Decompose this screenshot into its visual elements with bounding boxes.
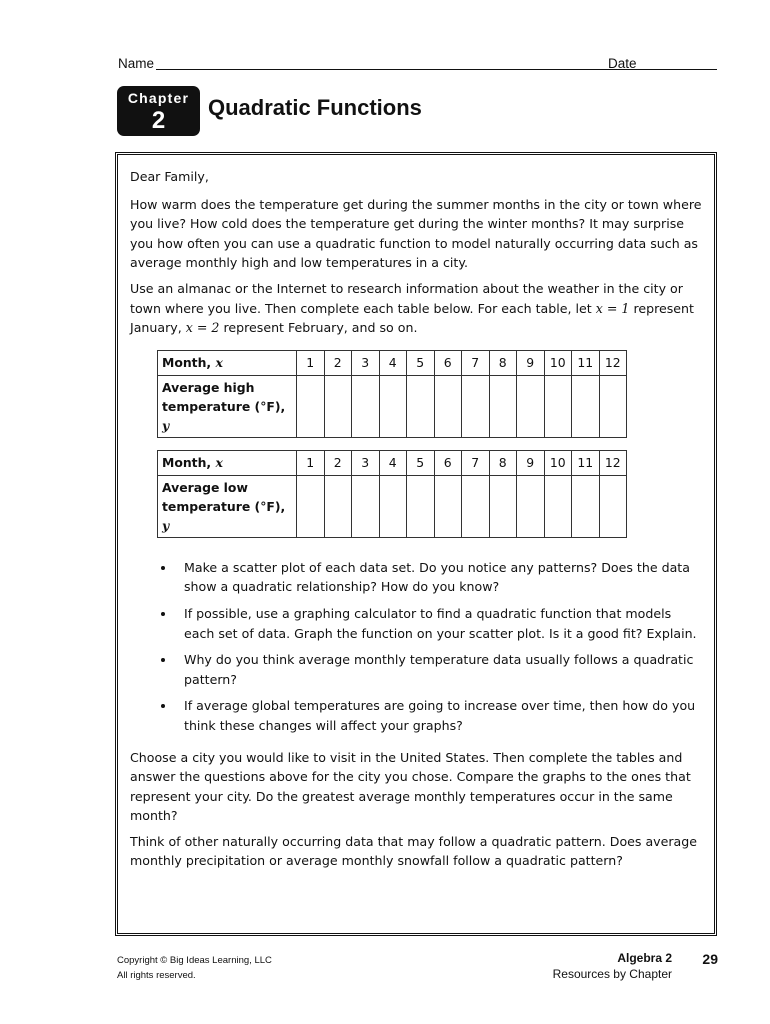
answer-cell[interactable] — [572, 375, 600, 437]
answer-cell[interactable] — [379, 475, 407, 537]
month-cell: 1 — [297, 450, 325, 475]
math-x-equals-1: x = 1 — [595, 300, 630, 316]
chapter-number: 2 — [151, 107, 166, 134]
book-title: Algebra 2 — [617, 951, 672, 965]
month-cell: 7 — [462, 350, 490, 375]
row-label-line-2: temperature (°F), — [162, 398, 286, 414]
answer-cell[interactable] — [517, 475, 545, 537]
month-cell: 6 — [434, 450, 462, 475]
month-cell: 3 — [352, 350, 380, 375]
chapter-badge — [117, 86, 200, 136]
month-cell: 12 — [599, 450, 627, 475]
question-item: • If average global temperatures are going to increase over time, then how do you think these changes will affect your graphs? — [176, 696, 702, 735]
month-cell: 2 — [324, 450, 352, 475]
month-cell: 8 — [489, 450, 517, 475]
letter-paragraph-1: How warm does the temperature get during the summer months in the city or town where you live? How cold does the temperature get during the winter months? It may surprise you how often you can use a quadratic function to model naturally occurring data such as average monthly high and low temperatures in a city. — [130, 196, 702, 271]
letter-greeting: Dear Family, — [130, 169, 209, 184]
answer-cell[interactable] — [407, 375, 435, 437]
date-label: Date — [608, 56, 637, 71]
row-var: y — [162, 517, 170, 533]
answer-cell[interactable] — [297, 475, 325, 537]
header-row — [118, 56, 718, 74]
math-x-equals-2: x = 2 — [185, 320, 220, 336]
family-letter-box — [115, 152, 717, 936]
rights-text: All rights reserved. — [117, 970, 196, 981]
month-cell: 8 — [489, 350, 517, 375]
month-cell: 5 — [407, 450, 435, 475]
month-cell: 7 — [462, 450, 490, 475]
footer-copyright — [117, 953, 272, 983]
answer-cell[interactable] — [599, 475, 627, 537]
answer-cell[interactable] — [324, 375, 352, 437]
month-cell: 10 — [544, 350, 572, 375]
month-header-label: Month, — [162, 454, 212, 470]
question-list — [130, 558, 702, 736]
month-cell: 9 — [517, 450, 545, 475]
answer-cell[interactable] — [544, 475, 572, 537]
name-label: Name — [118, 56, 155, 71]
answer-cell[interactable] — [407, 475, 435, 537]
low-temperature-table — [157, 450, 627, 538]
letter-paragraph-4: Think of other naturally occurring data that may follow a quadratic pattern. Does average monthly precipitation or average monthly snowfall follow a quadratic pattern? — [130, 833, 698, 869]
month-var: x — [215, 354, 223, 370]
average-low-row — [158, 475, 627, 537]
letter-paragraph-3: Choose a city you would like to visit in the United States. Then complete the tables and answer the questions above for the city you chose. Compare the graphs to the ones that represent your city. Do the greatest average monthly temperatures occur in the same month? — [130, 749, 691, 824]
question-item: • Why do you think average monthly temperature data usually follows a quadratic pattern? — [176, 650, 702, 689]
answer-cell[interactable] — [297, 375, 325, 437]
para2-text-start: Use an almanac or the Internet to research information about the weather in the city or town where you live. Then complete each table below. For each table, let — [130, 280, 683, 316]
month-row — [158, 350, 627, 375]
answer-cell[interactable] — [544, 375, 572, 437]
month-header-cell — [158, 350, 297, 375]
answer-cell[interactable] — [434, 375, 462, 437]
month-header-label: Month, — [162, 354, 212, 370]
month-cell: 3 — [352, 450, 380, 475]
month-cell: 11 — [572, 350, 600, 375]
footer-book-info — [520, 950, 672, 982]
month-cell: 11 — [572, 450, 600, 475]
average-high-row — [158, 375, 627, 437]
answer-cell[interactable] — [462, 375, 490, 437]
date-blank-line[interactable] — [639, 69, 717, 70]
page-title: Quadratic Functions — [208, 95, 422, 120]
answer-cell[interactable] — [352, 475, 380, 537]
page-number: 29 — [702, 951, 718, 967]
month-cell: 10 — [544, 450, 572, 475]
month-cell: 5 — [407, 350, 435, 375]
answer-cell[interactable] — [572, 475, 600, 537]
month-cell: 6 — [434, 350, 462, 375]
month-row — [158, 450, 627, 475]
month-cell: 1 — [297, 350, 325, 375]
chapter-word: Chapter — [127, 90, 190, 106]
average-low-label — [158, 475, 297, 537]
answer-cell[interactable] — [352, 375, 380, 437]
copyright-text: Copyright © Big Ideas Learning, LLC — [117, 955, 272, 966]
answer-cell[interactable] — [379, 375, 407, 437]
answer-cell[interactable] — [517, 375, 545, 437]
month-cell: 2 — [324, 350, 352, 375]
question-item: • Make a scatter plot of each data set. Do you notice any patterns? Does the data show a quadratic relationship? How do you know? — [176, 558, 702, 597]
average-high-label — [158, 375, 297, 437]
month-header-cell — [158, 450, 297, 475]
answer-cell[interactable] — [434, 475, 462, 537]
month-cell: 9 — [517, 350, 545, 375]
letter-paragraph-2 — [130, 279, 702, 338]
family-letter — [130, 167, 702, 877]
question-item: • If possible, use a graphing calculator to find a quadratic function that models each set of data. Graph the function on your scatter plot. Is it a good fit? Explain. — [176, 604, 702, 643]
para2-text-end: represent February, and so on. — [223, 320, 418, 336]
row-label-line-2: temperature (°F), — [162, 498, 286, 514]
row-label-line-1: Average low — [162, 479, 248, 495]
answer-cell[interactable] — [599, 375, 627, 437]
month-cell: 12 — [599, 350, 627, 375]
high-temperature-table — [157, 350, 627, 438]
answer-cell[interactable] — [462, 475, 490, 537]
month-cell: 4 — [379, 350, 407, 375]
row-label-line-1: Average high — [162, 379, 255, 395]
para2-text-mid: represent January, — [130, 300, 694, 336]
month-var: x — [215, 454, 223, 470]
month-cell: 4 — [379, 450, 407, 475]
row-var: y — [162, 417, 170, 433]
resource-title: Resources by Chapter — [552, 967, 672, 981]
answer-cell[interactable] — [324, 475, 352, 537]
answer-cell[interactable] — [489, 475, 517, 537]
answer-cell[interactable] — [489, 375, 517, 437]
